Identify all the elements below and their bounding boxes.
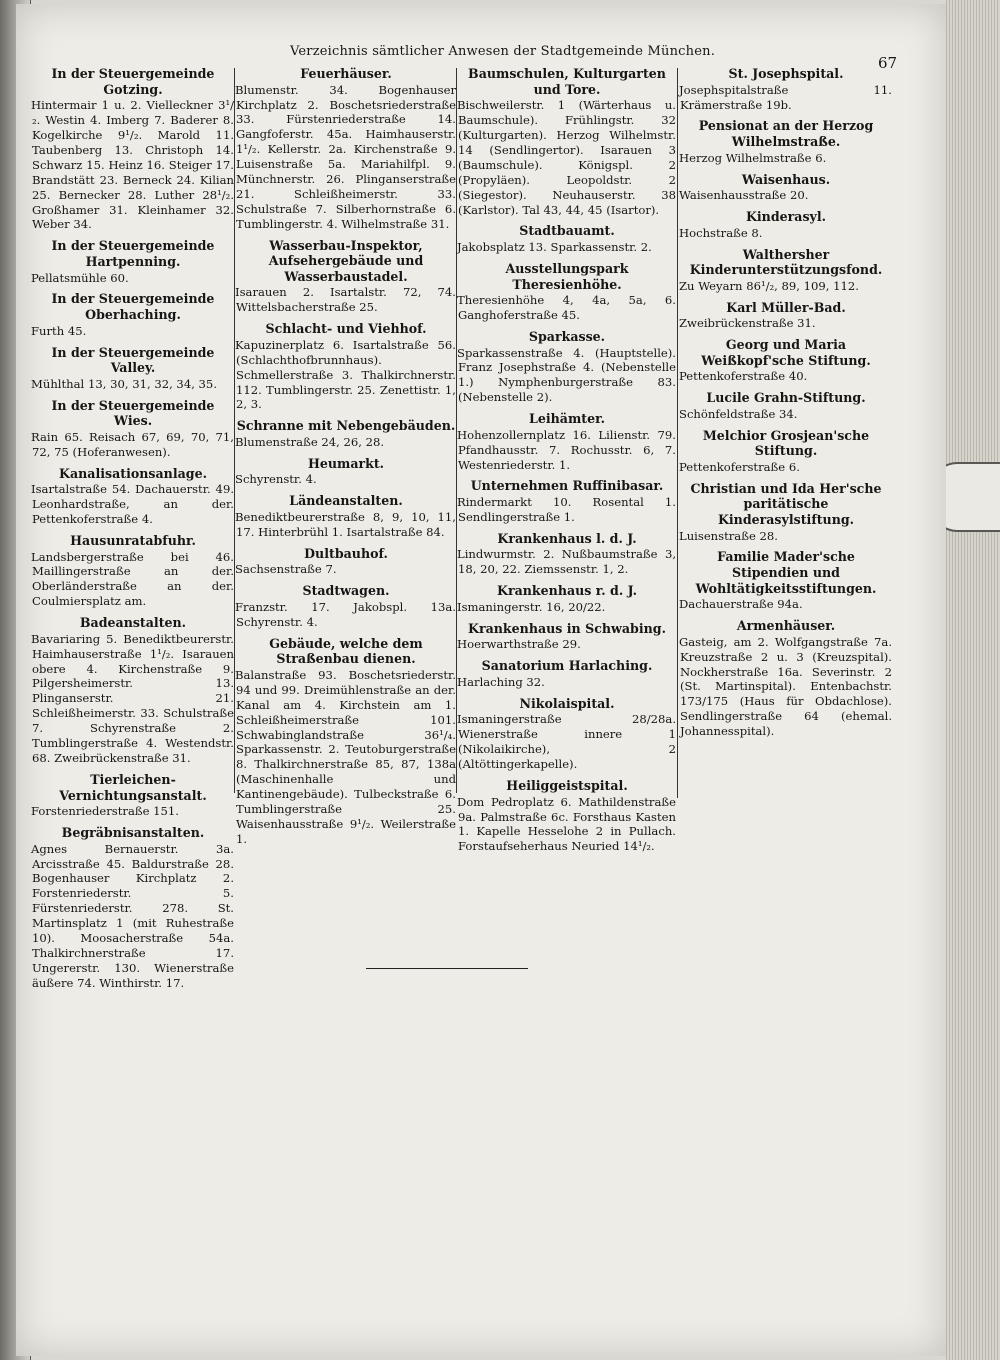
entry-addresses: Kapuzinerplatz 6. Isartalstraße 56. (Schlachthofbrunnhaus). Schmellerstraße 3. Thalkirchnerstr. 112. Tumblingerstr. 25. Zenettistr. 1, 2, 3. <box>235 337 456 412</box>
entry-heading: Wasserbau-Inspektor, Aufsehergebäude und Wasserbaustadel. <box>268 237 424 284</box>
directory-entry <box>458 478 676 524</box>
entry-heading: In der Steuergemeinde Hartpenning. <box>51 238 215 269</box>
directory-entry <box>458 583 676 615</box>
separator-rule <box>366 968 528 969</box>
directory-entry <box>680 300 892 332</box>
entry-heading: Badeanstalten. <box>79 615 187 631</box>
directory-entry <box>680 390 892 422</box>
directory-entry <box>32 466 234 527</box>
entry-heading: Unternehmen Ruffinibasar. <box>470 478 664 494</box>
directory-entry <box>32 291 234 338</box>
running-head: Verzeichnis sämtlicher Anwesen der Stadtgemeinde München. <box>290 44 716 59</box>
entry-heading: Begräbnisanstalten. <box>61 825 205 840</box>
entry-addresses: Hochstraße 8. <box>679 225 763 240</box>
entry-heading: Pensionat an der Herzog Wilhelmstraße. <box>698 118 874 149</box>
directory-entry <box>236 493 456 539</box>
entry-addresses: Rindermarkt 10. Rosental 1. Sendlingerstraße 1. <box>457 495 676 524</box>
directory-entry <box>458 261 676 323</box>
entry-heading: St. Josephspital. <box>728 66 844 81</box>
entry-heading: Stadtwagen. <box>302 583 390 599</box>
entry-addresses: Dom Pedroplatz 6. Mathildenstraße 9a. Palmstraße 6c. Forsthaus Kasten 1. Kapelle Hesselohe 2 in Pullach. Forstaufseherhaus Neuried 14¹/₂. <box>457 794 676 854</box>
entry-addresses: Balanstraße 93. Boschetsriederstr. 94 und 99. Dreimühlenstraße an der. Kanal am 4. Kirchstein am 1. Schleißheimerstraße 101. Schwabinglandstraße 36¹/₄. Sparkassenstr. 2. Teutoburgerstraße 8. Thalkirchnerstraße 85, 87, 138a (Maschinenhalle und Kantinengebäude). Tulbeckstraße 6. Tumblingerstraße 25. Waisenhausstraße 9¹/₂. Weilerstraße 1. <box>235 667 456 846</box>
directory-entry <box>680 549 892 612</box>
entry-addresses: Ismaningerstraße 28/28a. Wienerstraße innere 1 (Nikolaikirche), 2 (Altöttingerkapelle). <box>457 712 676 772</box>
entry-heading: Ländeanstalten. <box>289 493 403 509</box>
entry-addresses: Agnes Bernauerstr. 3a. Arcisstraße 45. Baldurstraße 28. Bogenhauser Kirchplatz 2. Forstenriederstr. 5. Fürstenriederstr. 278. St. Martinsplatz 1 (mit Ruhestraße 10). Moosacherstraße 54a. Thalkirchnerstraße 17. Ungererstr. 130. Wienerstraße äußere 74. Winthirstr. 17. <box>31 841 234 990</box>
directory-entry <box>236 66 456 232</box>
directory-entry <box>458 621 676 653</box>
directory-entry <box>680 337 892 384</box>
column-1 <box>32 66 234 997</box>
entry-heading: Georg und Maria Weißkopf'sche Stiftung. <box>701 337 871 368</box>
directory-entry <box>32 398 234 460</box>
entry-addresses: Gasteig, am 2. Wolfgangstraße 7a. Kreuzstraße 2 u. 3 (Kreuzspital). Nockherstraße 16a. Severinstr. 2 (St. Martinspital). Entenbachstr. 173/175 (Haus für Obdachlose). Sendlingerstraße 64 (ehemal. Johannesspital). <box>679 634 892 739</box>
column-4 <box>680 66 892 745</box>
entry-heading: Heumarkt. <box>307 455 385 471</box>
entry-heading: Dultbauhof. <box>304 545 388 561</box>
entry-addresses: Zu Weyarn 86¹/₂, 89, 109, 112. <box>679 278 859 293</box>
entry-heading: Schranne mit Nebengebäuden. <box>236 418 456 434</box>
directory-entry <box>458 411 676 472</box>
directory-entry <box>236 238 456 316</box>
entry-heading: Nikolaispital. <box>519 695 615 711</box>
directory-entry <box>680 428 892 475</box>
directory-entry <box>236 418 456 450</box>
entry-heading: Leihämter. <box>529 411 605 427</box>
entry-heading: Feuerhäuser. <box>300 66 392 81</box>
entry-addresses: Isarauen 2. Isartalstr. 72, 74. Wittelsbacherstraße 25. <box>235 285 456 315</box>
entry-heading: Melchior Grosjean'sche Stiftung. <box>702 427 870 459</box>
entry-addresses: Bavariaring 5. Benediktbeurerstr. Haimhauserstraße 1¹/₂. Isarauen obere 4. Kirchenstraße 9. Pilgersheimerstr. 13. Plinganserstr. 21. Schleißheimerstr. 33. Schulstraße 7. Schyrenstraße 2. Tumblingerstraße 4. Westendstr. 68. Zweibrückenstraße 31. <box>31 631 234 765</box>
directory-entry <box>236 546 456 578</box>
column-3 <box>458 66 676 860</box>
entry-addresses: Isartalstraße 54. Dachauerstr. 49. Leonhardstraße, an der. Pettenkoferstraße 4. <box>31 482 234 527</box>
entry-addresses: Blumenstr. 34. Bogenhauser Kirchplatz 2. Boschetsriederstraße 33. Fürstenriederstraße 14. Gangfoferstr. 45a. Haimhauserstr. 1¹/₂. Kellerstr. 2a. Kirchenstraße 9. Luisenstraße 5a. Mariahilfpl. 9. Münchnerstr. 26. Plinganserstraße 21. Schleißheimerstr. 33. Schulstraße 7. Silberhornstraße 6. Tumblingerstr. 4. Wilhelmstraße 31. <box>235 82 456 231</box>
directory-entry <box>32 615 234 766</box>
directory-entry <box>680 247 892 294</box>
entry-heading: In der Steuergemeinde Wies. <box>51 397 215 429</box>
entry-heading: Ausstellungspark Theresienhöhe. <box>505 260 629 292</box>
entry-heading: Stadtbauamt. <box>519 223 615 239</box>
entry-heading: Gebäude, welche dem Straßenbau dienen. <box>269 635 423 667</box>
entry-addresses: Landsbergerstraße bei 46. Maillingerstraße an der. Oberländerstraße an der. Coulmiersplatz am. <box>31 549 234 609</box>
entry-heading: Kanalisationsanlage. <box>59 465 207 481</box>
entry-heading: In der Steuergemeinde Valley. <box>51 344 215 376</box>
entry-addresses: Schönfeldstraße 34. <box>679 406 798 421</box>
entry-addresses: Sachsenstraße 7. <box>235 562 337 577</box>
directory-entry <box>458 778 676 854</box>
directory-entry <box>236 456 456 488</box>
entry-heading: Familie Mader'sche Stipendien und Wohltätigkeitsstiftungen. <box>695 549 877 596</box>
directory-entry <box>458 696 676 772</box>
entry-heading: Krankenhaus in Schwabing. <box>468 620 666 636</box>
directory-entry <box>680 172 892 204</box>
entry-heading: In der Steuergemeinde Oberhaching. <box>51 291 215 323</box>
entry-addresses: Benediktbeurerstraße 8, 9, 10, 11, 17. Hinterbrühl 1. Isartalstraße 84. <box>235 509 456 539</box>
entry-addresses: Waisenhausstraße 20. <box>679 188 809 203</box>
column-2 <box>236 66 456 853</box>
entry-heading: Baumschulen, Kulturgarten und Tore. <box>468 66 666 97</box>
column-rule <box>677 68 678 798</box>
column-rule <box>234 68 235 793</box>
entry-addresses: Schyrenstr. 4. <box>235 472 317 487</box>
entry-heading: Krankenhaus l. d. J. <box>497 530 637 546</box>
entry-addresses: Hintermair 1 u. 2. Vielleckner 3¹/₂. Westin 4. Imberg 7. Baderer 8. Kogelkirche 9¹/₂. Marold 11. Taubenberg 13. Christoph 14. Schwarz 15. Heinz 16. Steiger 17. Brandstätt 23. Berneck 24. Kilian 25. Bernecker 28. Luther 28¹/₂. Großhamer 31. Kleinhamer 32. Weber 34. <box>31 98 234 232</box>
directory-entry <box>236 321 456 412</box>
directory-entry <box>458 223 676 255</box>
directory-entry <box>32 66 234 232</box>
entry-addresses: Luisenstraße 28. <box>679 528 778 543</box>
entry-heading: Armenhäuser. <box>736 618 836 634</box>
entry-addresses: Jakobsplatz 13. Sparkassenstr. 2. <box>457 240 652 255</box>
entry-heading: Sanatorium Harlaching. <box>481 658 653 674</box>
entry-addresses: Zweibrückenstraße 31. <box>679 316 816 331</box>
directory-entry <box>236 583 456 629</box>
entry-addresses: Theresienhöhe 4, 4a, 5a, 6. Ganghoferstraße 45. <box>457 293 676 323</box>
entry-addresses: Furth 45. <box>31 323 87 338</box>
entry-addresses: Ismaningerstr. 16, 20/22. <box>457 599 606 614</box>
entry-heading: Kinderasyl. <box>745 209 827 224</box>
directory-entry <box>458 531 676 577</box>
entry-heading: Walthersher Kinderunterstützungsfond. <box>689 246 883 278</box>
entry-addresses: Franzstr. 17. Jakobspl. 13a. Schyrenstr. 4. <box>235 599 456 629</box>
entry-heading: Christian und Ida Her'sche paritätische Kinderasylstiftung. <box>690 480 882 527</box>
entry-addresses: Bischweilerstr. 1 (Wärterhaus u. Baumschule). Frühlingstr. 32 (Kulturgarten). Herzog Wilhelmstr. 14 (Sendlingertor). Isarauen 3 (Baumschule). Königspl. 2 (Propyläen). Leopoldstr. 2 (Siegestor). Neuhauserstr. 38 (Karlstor). Tal 43, 44, 45 (Isartor). <box>457 98 676 217</box>
directory-entry <box>680 481 892 544</box>
entry-addresses: Blumenstraße 24, 26, 28. <box>235 434 385 449</box>
entry-addresses: Pettenkoferstraße 6. <box>679 459 800 474</box>
entry-addresses: Mühlthal 13, 30, 31, 32, 34, 35. <box>31 376 217 391</box>
entry-heading: Heiliggeistspital. <box>506 778 628 793</box>
entry-heading: Sparkasse. <box>528 328 606 344</box>
directory-entry <box>680 618 892 739</box>
directory-entry <box>236 636 456 847</box>
entry-addresses: Hohenzollernplatz 16. Lilienstr. 79. Pfandhausstr. 7. Rochusstr. 6, 7. Westenriederstr. 1. <box>457 427 676 472</box>
entry-heading: Waisenhaus. <box>741 171 831 187</box>
entry-heading: Lucile Grahn-Stiftung. <box>706 390 866 406</box>
entry-addresses: Rain 65. Reisach 67, 69, 70, 71, 72, 75 (Hoferanwesen). <box>31 429 234 459</box>
directory-entry <box>32 238 234 285</box>
entry-addresses: Hoerwarthstraße 29. <box>457 637 581 652</box>
entry-heading: In der Steuergemeinde Gotzing. <box>51 66 215 97</box>
entry-addresses: Sparkassenstraße 4. (Hauptstelle). Franz Josephstraße 4. (Nebenstelle 1.) Nymphenburgerstraße 83. (Nebenstelle 2). <box>457 345 676 405</box>
directory-entry <box>32 772 234 819</box>
entry-heading: Karl Müller-Bad. <box>726 299 846 315</box>
entry-heading: Krankenhaus r. d. J. <box>497 583 637 599</box>
entry-addresses: Forstenriederstraße 151. <box>31 804 179 819</box>
entry-addresses: Herzog Wilhelmstraße 6. <box>679 150 827 165</box>
entry-heading: Hausunratabfuhr. <box>70 532 196 548</box>
directory-entry <box>32 345 234 392</box>
directory-entry <box>680 209 892 241</box>
entry-addresses: Pettenkoferstraße 40. <box>679 369 808 384</box>
directory-entry <box>680 66 892 112</box>
entry-addresses: Pellatsmühle 60. <box>31 270 129 285</box>
book-page-edges <box>946 0 1000 1360</box>
entry-addresses: Dachauerstraße 94a. <box>679 597 803 612</box>
entry-heading: Schlacht- und Viehhof. <box>265 321 427 337</box>
directory-entry <box>458 66 676 217</box>
entry-heading: Tierleichen-Vernichtungsanstalt. <box>59 771 207 803</box>
entry-addresses: Harlaching 32. <box>457 674 545 689</box>
page-number: 67 <box>878 54 898 72</box>
directory-entry <box>458 658 676 690</box>
entry-addresses: Josephspitalstraße 11. Krämerstraße 19b. <box>679 82 892 112</box>
directory-entry <box>680 118 892 165</box>
directory-entry <box>32 533 234 609</box>
directory-entry <box>32 825 234 991</box>
directory-entry <box>458 329 676 405</box>
entry-addresses: Lindwurmstr. 2. Nußbaumstraße 3, 18, 20, 22. Ziemssenstr. 1, 2. <box>457 547 676 577</box>
